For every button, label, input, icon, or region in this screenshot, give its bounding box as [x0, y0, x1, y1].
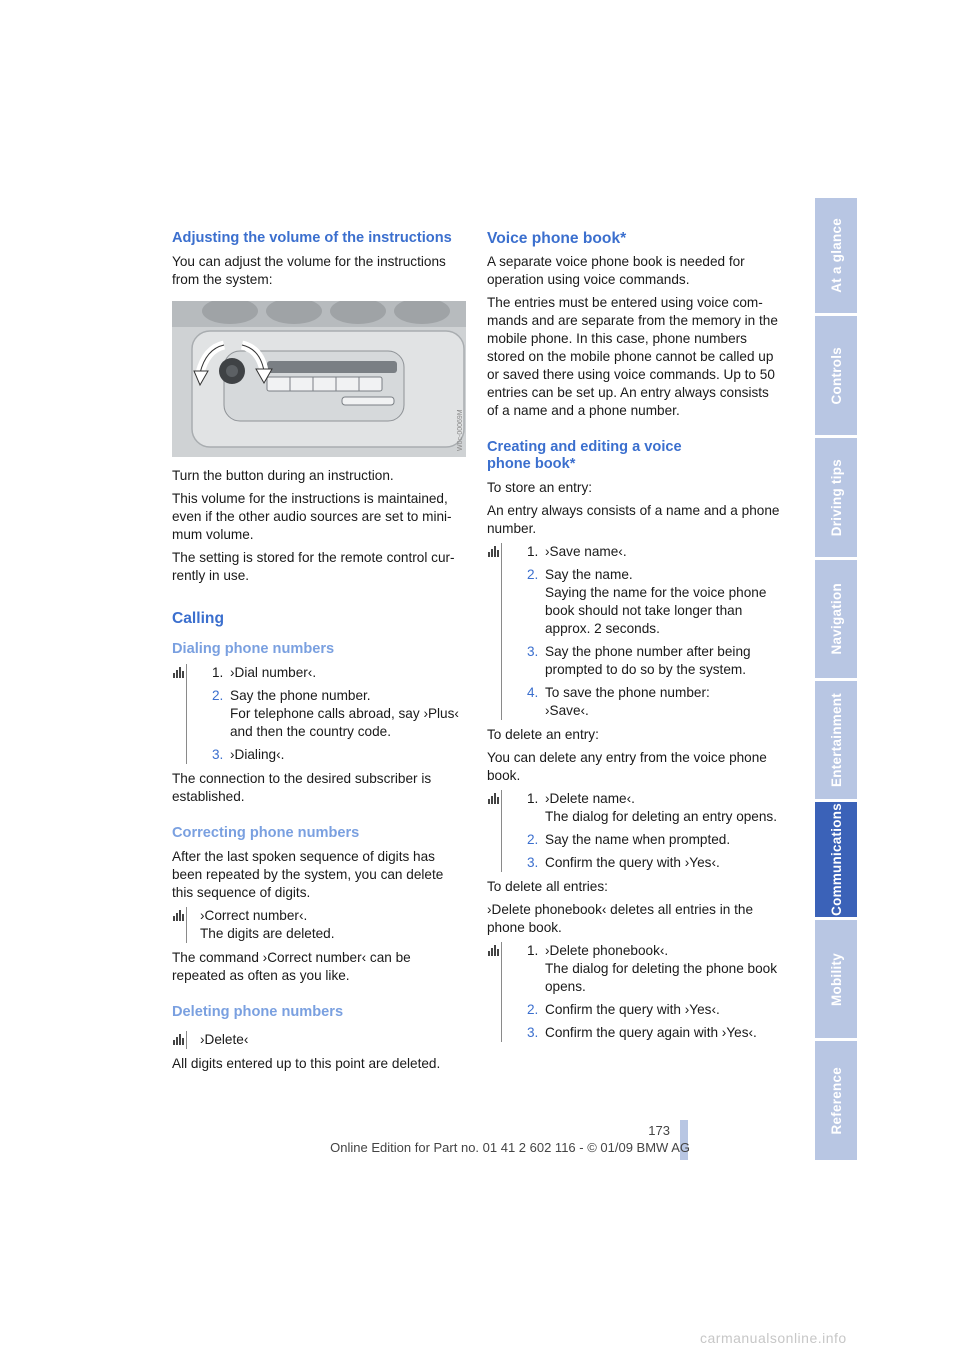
voice-command-icon: [488, 545, 500, 557]
tab-mobility[interactable]: Mobility: [815, 920, 857, 1038]
delete-all-step-3: 3. Confirm the query again with ›Yes‹.: [527, 1025, 757, 1040]
paragraph-volume-maintained: This volume for the instructions is maintained, even if the other audio sources are set to mini-mum volume.: [172, 491, 452, 542]
voice-command-store: [501, 543, 782, 720]
store-step-4: 4. To save the phone number: ›Save‹.: [527, 685, 710, 718]
paragraph-turn-button: Turn the button during an instruction.: [172, 468, 394, 483]
page-number: 173: [648, 1123, 670, 1138]
paragraph-can-delete: You can delete any entry from the voice phone book.: [487, 750, 767, 783]
delete-all-step-2: 2. Confirm the query with ›Yes‹.: [527, 1002, 720, 1017]
voice-command-delete-entry: [501, 790, 782, 872]
watermark: carmanualsonline.info: [700, 1330, 847, 1346]
paragraph-volume-intro: You can adjust the volume for the instructions from the system:: [172, 254, 446, 287]
voice-command-correct: ›Correct number‹. The digits are deleted.: [186, 907, 466, 943]
tab-reference[interactable]: Reference: [815, 1041, 857, 1160]
delete-step-3: 3. Confirm the query with ›Yes‹.: [527, 855, 720, 870]
dashboard-volume-knob-photo: [172, 301, 466, 457]
dial-step-1: 1. ›Dial number‹.: [212, 665, 317, 680]
tab-communications[interactable]: Communications: [815, 802, 857, 917]
voice-command-icon: [173, 1033, 185, 1045]
paragraph-correct-repeat: The command ›Correct number‹ can be repeated as often as you like.: [172, 950, 411, 983]
heading-creating-editing: Creating and editing a voice phone book*: [487, 439, 682, 472]
edition-footer: Online Edition for Part no. 01 41 2 602 116 - © 01/09 BMW AG: [330, 1140, 690, 1155]
tab-navigation[interactable]: Navigation: [815, 560, 857, 678]
paragraph-entries-info: The entries must be entered using voice com-mands and are separate from the memory in the mobile phone. In this case, phone numbers stored on the mobile phone cannot be called up or saved there using voice commands. Up to 50 entries can be set up. An entry always consists of a name and a phone number.: [487, 295, 778, 418]
paragraph-delete-phonebook: ›Delete phonebook‹ deletes all entries in the phone book.: [487, 902, 754, 935]
left-column: [172, 230, 466, 1078]
delete-step-1: 1. ›Delete name‹. The dialog for deleting an entry opens.: [527, 791, 778, 824]
dial-step-3: 3. ›Dialing‹.: [212, 747, 285, 762]
paragraph-correct-intro: After the last spoken sequence of digits has been repeated by the system, you can delete this sequence of digits.: [172, 849, 444, 900]
voice-command-delete: ›Delete‹: [186, 1031, 466, 1049]
heading-correcting: Correcting phone numbers: [172, 825, 360, 841]
paragraph-to-store: To store an entry:: [487, 480, 593, 495]
tab-controls[interactable]: Controls: [815, 316, 857, 435]
tab-entertainment[interactable]: Entertainment: [815, 681, 857, 799]
dial-step-2: 2. Say the phone number. For telephone calls abroad, say ›Plus‹ and then the country code.: [212, 688, 459, 739]
right-column: [487, 230, 782, 1048]
paragraph-all-deleted: All digits entered up to this point are deleted.: [172, 1056, 441, 1071]
paragraph-to-delete: To delete an entry:: [487, 727, 599, 742]
store-step-1: 1. ›Save name‹.: [527, 544, 627, 559]
heading-deleting: Deleting phone numbers: [172, 1004, 344, 1020]
heading-dialing: Dialing phone numbers: [172, 641, 335, 657]
voice-command-icon: [173, 909, 185, 921]
paragraph-delete-all: To delete all entries:: [487, 879, 608, 894]
paragraph-entry-consists: An entry always consists of a name and a phone number.: [487, 503, 780, 536]
heading-calling: Calling: [172, 610, 224, 627]
voice-command-dialing: [186, 664, 466, 764]
voice-command-icon: [173, 666, 185, 678]
image-code: W0c-00069M: [457, 409, 464, 451]
voice-command-icon: [488, 944, 500, 956]
heading-adjusting-volume: Adjusting the volume of the instructions: [172, 230, 452, 246]
delete-step-2: 2. Say the name when prompted.: [527, 832, 731, 847]
voice-command-icon: [488, 792, 500, 804]
heading-voice-phone-book: Voice phone book*: [487, 230, 627, 247]
voice-command-delete-all: [501, 942, 782, 1042]
paragraph-connection: The connection to the desired subscriber is established.: [172, 771, 432, 804]
chapter-sidebar: [815, 198, 857, 1160]
store-step-3: 3. Say the phone number after being prompted to do so by the system.: [527, 644, 751, 677]
tab-at-a-glance[interactable]: At a glance: [815, 198, 857, 313]
paragraph-setting-stored: The setting is stored for the remote control cur-rently in use.: [172, 550, 455, 583]
delete-all-step-1: 1. ›Delete phonebook‹. The dialog for deleting the phone book opens.: [527, 943, 778, 994]
tab-driving-tips[interactable]: Driving tips: [815, 438, 857, 557]
store-step-2: 2. Say the name. Saying the name for the voice phone book should not take longer than approx. 2 seconds.: [527, 567, 767, 636]
paragraph-separate-book: A separate voice phone book is needed for operation using voice commands.: [487, 254, 745, 287]
